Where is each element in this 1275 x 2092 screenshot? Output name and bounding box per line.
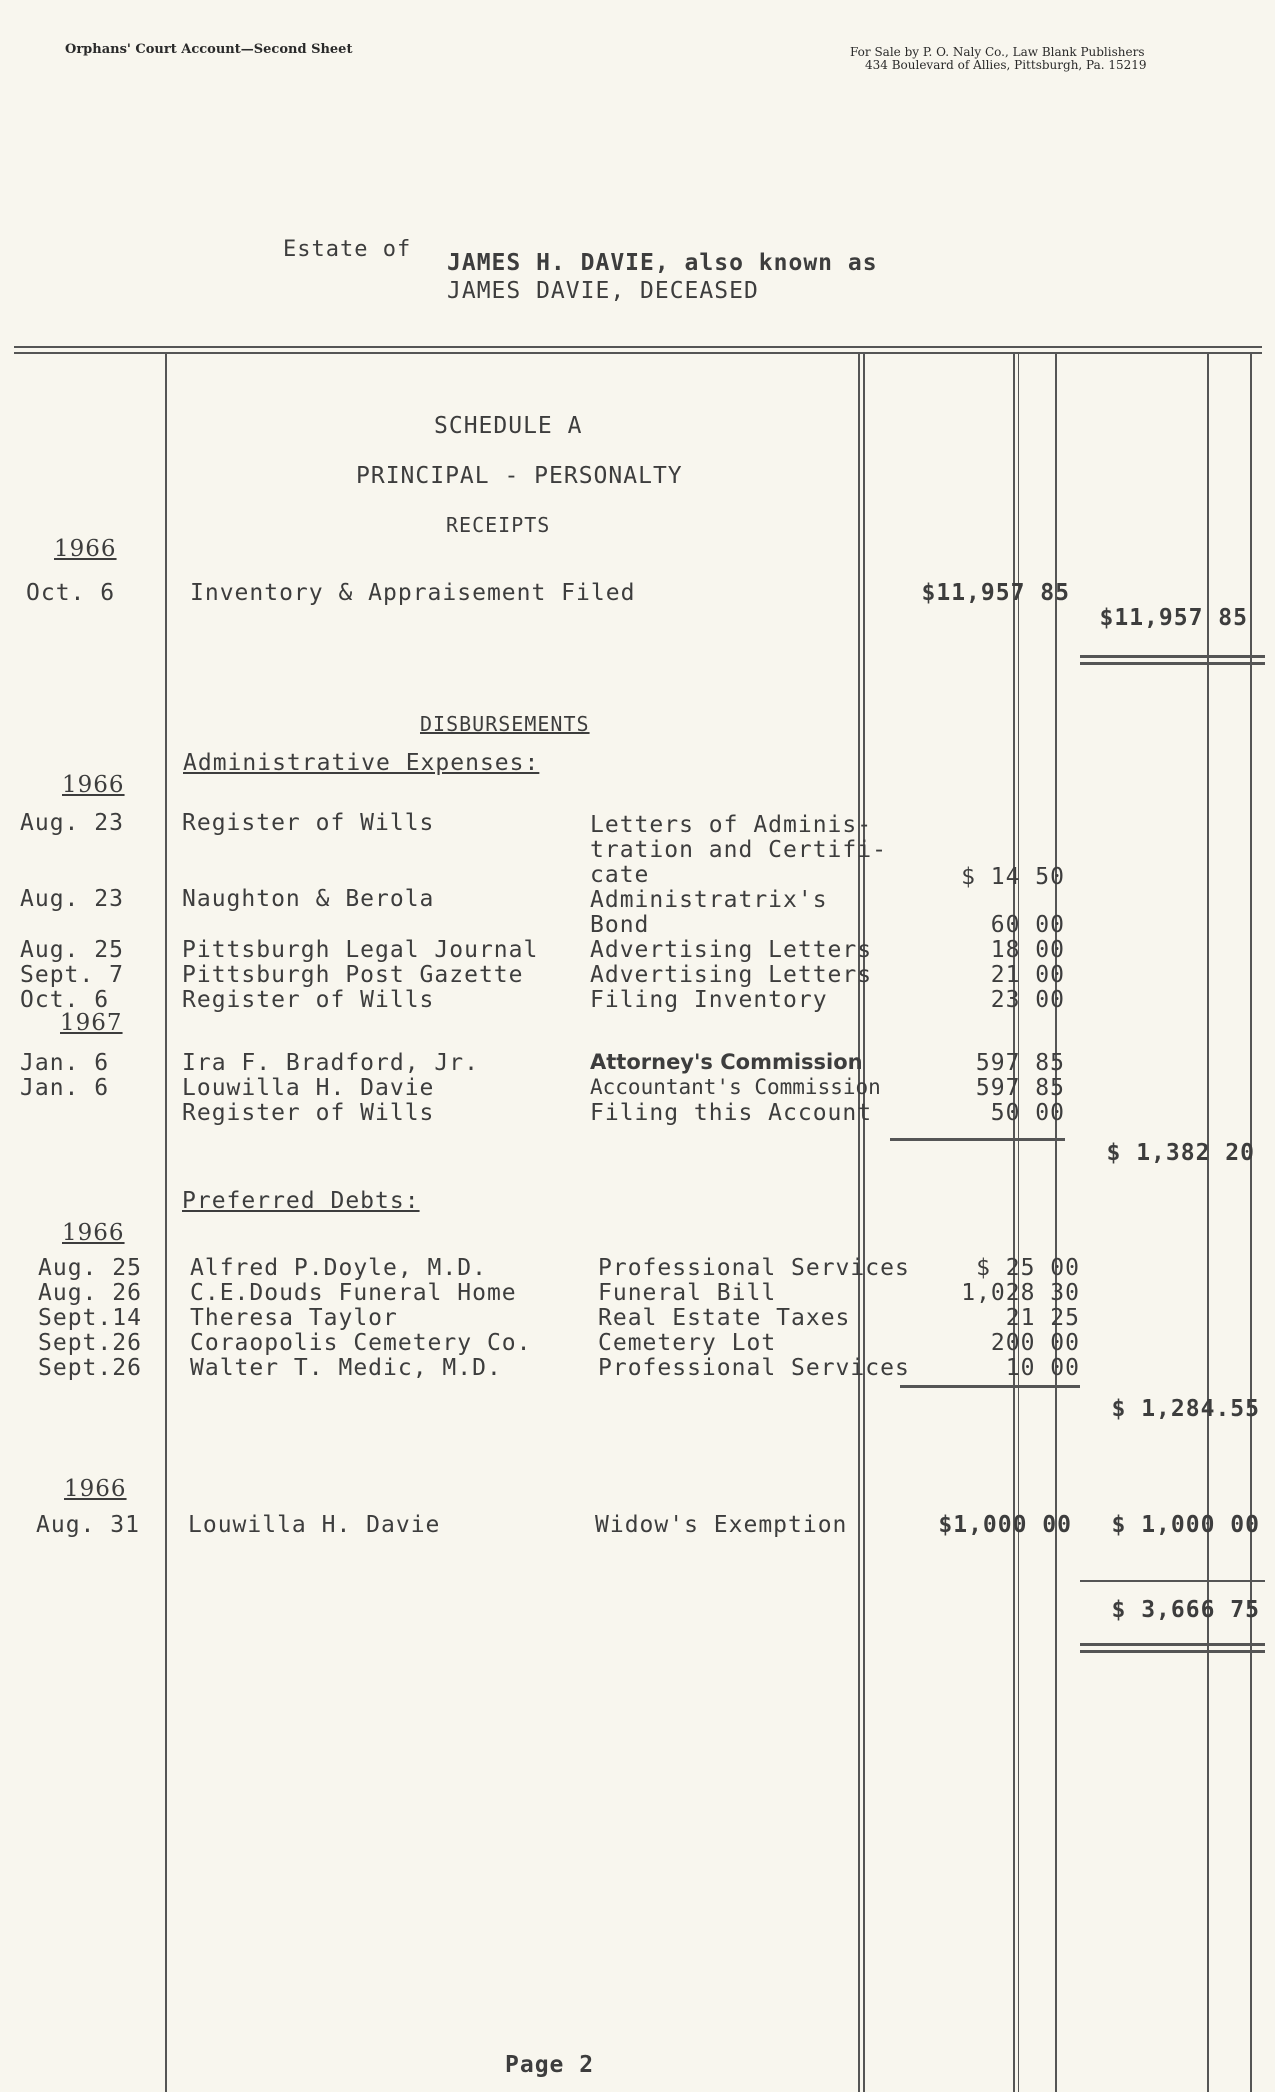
row-payee: Coraopolis Cemetery Co. [190,1330,532,1356]
row-payee: Pittsburgh Post Gazette [182,962,524,988]
row-amount: $ 14 50 [961,864,1065,890]
row-item-line-1: Letters of Adminis- [590,812,873,838]
admin-expenses-heading: Administrative Expenses: [183,750,540,776]
amount-column-rule [858,352,860,2092]
estate-name-line-2: JAMES DAVIE, DECEASED [447,278,759,304]
schedule-title: SCHEDULE A [434,413,583,439]
row-item: Filing Inventory [590,987,828,1013]
amount-column-rule-2 [863,352,865,2092]
preferred-subtotal-rule [900,1385,1080,1388]
row-amount: 23 00 [990,987,1065,1013]
admin-subtotal-rule [890,1138,1065,1141]
row-payee: Alfred P.Doyle, M.D. [190,1255,487,1281]
row-item-line-2: tration and Certifi- [590,837,887,863]
cents-column-rule-3 [1055,352,1057,2092]
row-date: Aug. 25 [38,1255,142,1281]
row-payee: Register of Wills [182,1100,435,1126]
row-amount: $ 25 00 [976,1255,1080,1281]
admin-year-1967: 1967 [60,1010,123,1036]
admin-year-1966: 1966 [62,772,125,798]
row-amount: 10 00 [1005,1355,1080,1381]
row-item-line-2: Bond [590,912,650,938]
publisher-line-2: 434 Boulevard of Allies, Pittsburgh, Pa. 15219 [865,58,1147,72]
row-date: Sept.26 [38,1330,142,1356]
admin-total: $ 1,382 20 [1106,1140,1255,1166]
row-item: Professional Services [598,1355,910,1381]
row-amount: 18 00 [990,937,1065,963]
row-amount: 21 25 [1005,1305,1080,1331]
row-amount: 21 00 [990,962,1065,988]
table-top-rule [14,346,1262,348]
row-amount: 200 00 [990,1330,1080,1356]
row-date: Aug. 25 [20,937,124,963]
row-payee: Ira F. Bradford, Jr. [182,1050,479,1076]
grand-total-rule [1080,1643,1265,1646]
row-payee: Register of Wills [182,987,435,1013]
receipts-description: Inventory & Appraisement Filed [190,580,636,606]
date-column-rule [165,352,167,2092]
receipts-date: Oct. 6 [26,580,116,606]
receipts-amount: $11,957 85 [921,580,1070,606]
row-item: Funeral Bill [598,1280,777,1306]
row-amount: 60 00 [990,912,1065,938]
estate-name-line-1: JAMES H. DAVIE, also known as [447,250,878,276]
widow-total: $ 1,000 00 [1111,1512,1260,1538]
grand-total-rule-2 [1080,1650,1265,1653]
row-payee: Walter T. Medic, M.D. [190,1355,502,1381]
row-item: Real Estate Taxes [598,1305,851,1331]
total-column-rule-2 [1250,352,1252,2092]
preferred-year: 1966 [62,1220,125,1246]
row-amount: 597 85 [975,1075,1065,1101]
receipts-year: 1966 [54,536,117,562]
row-item: Accountant's Commission [590,1075,881,1099]
row-date: Aug. 23 [20,886,124,912]
row-amount: $1,000 00 [938,1512,1072,1538]
disbursements-heading: DISBURSEMENTS [420,712,590,736]
row-payee: Pittsburgh Legal Journal [182,937,539,963]
receipts-total-rule [1080,655,1265,658]
preferred-total: $ 1,284.55 [1111,1396,1260,1422]
row-date: Aug. 26 [38,1280,142,1306]
row-item: Filing this Account [590,1100,873,1126]
row-amount: 597 85 [975,1050,1065,1076]
row-payee: C.E.Douds Funeral Home [190,1280,517,1306]
row-item: Cemetery Lot [598,1330,777,1356]
row-date: Jan. 6 [20,1075,110,1101]
widow-year: 1966 [64,1476,127,1502]
row-amount: 50 00 [990,1100,1065,1126]
row-date: Aug. 31 [36,1512,140,1538]
cents-column-rule [1013,352,1015,2092]
receipts-total-rule-2 [1080,662,1265,665]
row-date: Aug. 23 [20,810,124,836]
row-item-line-1: Administratrix's [590,887,828,913]
schedule-subtitle: PRINCIPAL - PERSONALTY [356,463,683,489]
estate-label: Estate of [283,237,412,262]
row-item: Attorney's Commission [590,1050,863,1074]
row-payee: Naughton & Berola [182,886,435,912]
row-date: Jan. 6 [20,1050,110,1076]
row-date: Sept.26 [38,1355,142,1381]
receipts-total: $11,957 85 [1099,605,1248,631]
receipts-heading: RECEIPTS [446,513,551,537]
cents-column-rule-2 [1018,352,1019,2092]
row-payee: Theresa Taylor [190,1305,398,1331]
row-item: Advertising Letters [590,937,873,963]
row-item: Widow's Exemption [595,1512,848,1538]
grand-total: $ 3,666 75 [1111,1597,1260,1623]
preferred-debts-heading: Preferred Debts: [182,1188,420,1214]
grand-total-top-rule [1080,1580,1265,1582]
row-payee: Louwilla H. Davie [182,1075,435,1101]
page-number: Page 2 [505,2052,595,2078]
row-item: Professional Services [598,1255,910,1281]
row-item-line-3: cate [590,862,650,888]
row-item: Advertising Letters [590,962,873,988]
table-top-rule-2 [14,352,1262,354]
row-amount: 1,028 30 [961,1280,1080,1306]
form-title: Orphans' Court Account—Second Sheet [65,42,353,57]
row-date: Sept.14 [38,1305,142,1331]
row-payee: Register of Wills [182,810,435,836]
row-payee: Louwilla H. Davie [188,1512,441,1538]
publisher-line-1: For Sale by P. O. Naly Co., Law Blank Publishers [850,45,1145,59]
row-date: Sept. 7 [20,962,124,988]
row-date: Oct. 6 [20,987,110,1013]
